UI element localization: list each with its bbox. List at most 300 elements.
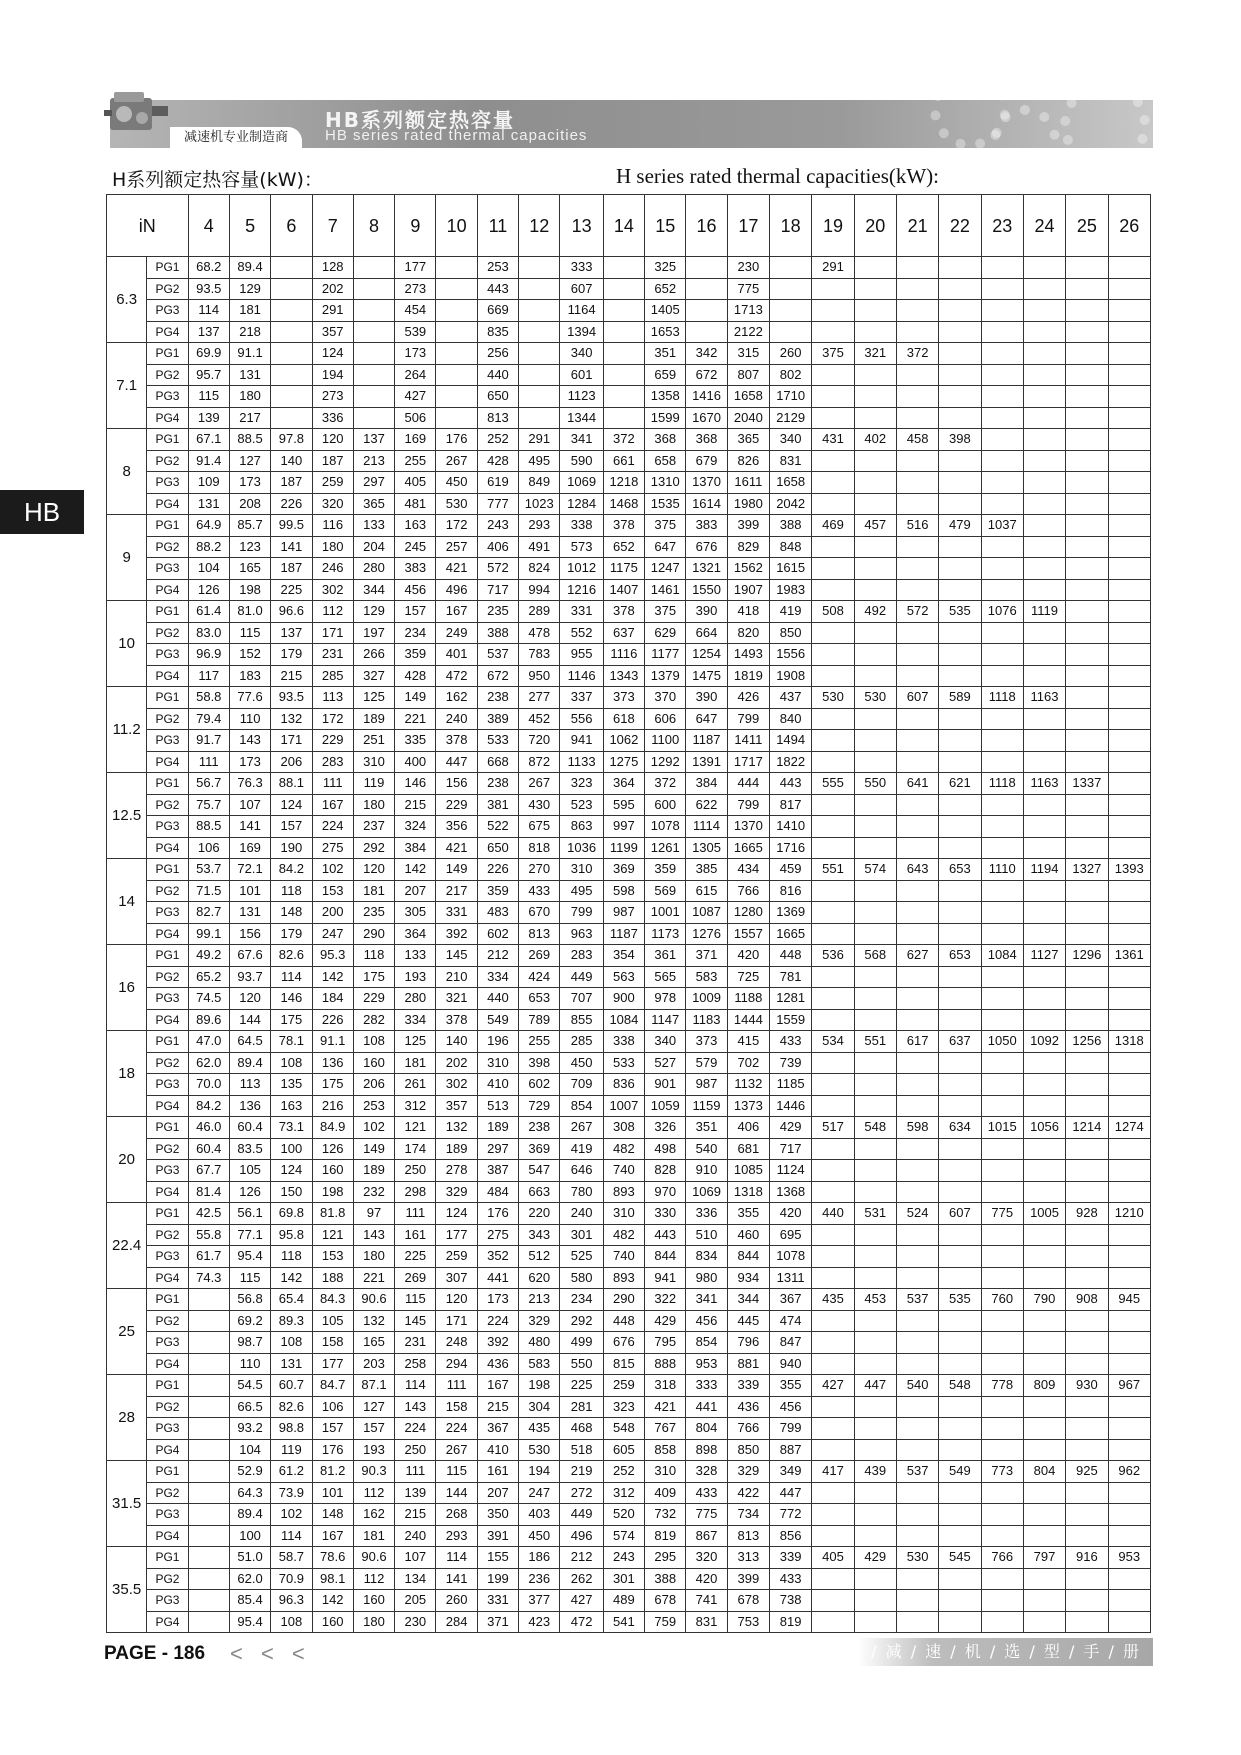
capacity-cell: 226 [477,859,518,881]
capacity-cell: 81.2 [312,1461,353,1483]
capacity-cell: 388 [645,1568,686,1590]
capacity-cell: 550 [560,1353,603,1375]
capacity-cell: 100 [229,1525,270,1547]
capacity-cell: 205 [395,1590,436,1612]
capacity-cell: 118 [271,880,312,902]
ratio-cell: 18 [107,1031,147,1117]
capacity-cell: 247 [519,1482,560,1504]
capacity-cell [854,1396,896,1418]
capacity-cell: 850 [770,622,812,644]
thermal-capacity-table [106,194,1151,1633]
capacity-cell [1108,450,1151,472]
capacity-cell: 1494 [770,730,812,752]
capacity-cell: 1276 [686,923,727,945]
capacity-cell: 322 [645,1289,686,1311]
capacity-cell: 2129 [770,407,812,429]
table-row [107,1353,1151,1375]
capacity-cell: 709 [560,1074,603,1096]
capacity-cell [1066,1052,1108,1074]
capacity-cell: 819 [770,1611,812,1633]
capacity-cell: 42.5 [188,1203,229,1225]
capacity-cell: 1407 [603,579,644,601]
pg-cell: PG2 [147,794,188,816]
pg-cell: PG4 [147,579,188,601]
capacity-cell [1066,386,1108,408]
capacity-cell: 339 [727,1375,769,1397]
capacity-cell: 323 [603,1396,644,1418]
capacity-cell [188,1504,229,1526]
capacity-cell: 329 [519,1310,560,1332]
capacity-cell: 143 [353,1224,394,1246]
capacity-cell: 740 [603,1246,644,1268]
capacity-cell: 556 [560,708,603,730]
capacity-cell [896,1181,938,1203]
capacity-cell: 766 [727,1418,769,1440]
capacity-cell: 1147 [645,1009,686,1031]
capacity-cell: 987 [686,1074,727,1096]
capacity-cell: 523 [560,794,603,816]
capacity-cell: 443 [770,773,812,795]
capacity-cell: 156 [436,773,477,795]
capacity-cell: 378 [436,730,477,752]
capacity-cell: 437 [770,687,812,709]
capacity-cell [1066,558,1108,580]
capacity-cell: 479 [939,515,981,537]
capacity-cell: 90.3 [353,1461,394,1483]
capacity-cell: 77.1 [229,1224,270,1246]
capacity-cell: 282 [353,1009,394,1031]
capacity-cell [1066,1095,1108,1117]
capacity-cell: 160 [312,1611,353,1633]
capacity-cell [854,880,896,902]
capacity-cell: 49.2 [188,945,229,967]
capacity-cell: 930 [1066,1375,1108,1397]
capacity-cell [812,923,854,945]
capacity-cell [1023,730,1065,752]
capacity-cell: 124 [271,1160,312,1182]
capacity-cell: 180 [312,536,353,558]
capacity-cell: 1461 [645,579,686,601]
capacity-cell [1108,1074,1151,1096]
capacity-cell [1066,429,1108,451]
table-row [107,1031,1151,1053]
capacity-cell: 1216 [560,579,603,601]
capacity-cell [271,278,312,300]
capacity-cell: 449 [560,1504,603,1526]
capacity-cell: 872 [519,751,560,773]
pg-cell: PG4 [147,1181,188,1203]
capacity-cell: 1214 [1066,1117,1108,1139]
capacity-cell [1023,472,1065,494]
pg-cell: PG3 [147,558,188,580]
capacity-cell [812,1310,854,1332]
capacity-cell: 89.4 [229,257,270,279]
capacity-cell: 533 [477,730,518,752]
pg-cell: PG2 [147,364,188,386]
capacity-cell: 664 [686,622,727,644]
capacity-cell: 1361 [1108,945,1151,967]
capacity-cell: 108 [271,1332,312,1354]
capacity-cell: 179 [271,644,312,666]
table-row [107,1009,1151,1031]
capacity-cell [854,1267,896,1289]
capacity-cell [1066,515,1108,537]
capacity-cell: 1446 [770,1095,812,1117]
capacity-cell: 145 [395,1310,436,1332]
capacity-cell: 310 [560,859,603,881]
capacity-cell [436,321,477,343]
capacity-cell [854,751,896,773]
table-row [107,1181,1151,1203]
capacity-cell: 190 [271,837,312,859]
capacity-cell: 364 [395,923,436,945]
capacity-cell: 188 [312,1267,353,1289]
capacity-cell [1023,1246,1065,1268]
capacity-cell: 83.5 [229,1138,270,1160]
capacity-cell: 95.8 [271,1224,312,1246]
capacity-cell: 589 [939,687,981,709]
capacity-cell: 650 [477,386,518,408]
capacity-cell [1108,1568,1151,1590]
table-row [107,1525,1151,1547]
table-row [107,493,1151,515]
capacity-cell: 238 [477,687,518,709]
capacity-cell: 230 [395,1611,436,1633]
capacity-cell [939,988,981,1010]
capacity-cell: 836 [603,1074,644,1096]
column-header-size: 14 [603,195,644,257]
capacity-cell: 676 [603,1332,644,1354]
capacity-cell: 447 [436,751,477,773]
capacity-cell [770,278,812,300]
capacity-cell: 780 [560,1181,603,1203]
capacity-cell [1023,1482,1065,1504]
capacity-cell: 1310 [645,472,686,494]
pg-cell: PG3 [147,1504,188,1526]
capacity-cell: 157 [312,1418,353,1440]
capacity-cell: 143 [229,730,270,752]
capacity-cell [981,321,1023,343]
capacity-cell: 1370 [727,816,769,838]
capacity-cell: 126 [229,1181,270,1203]
capacity-cell: 96.6 [271,601,312,623]
capacity-cell: 197 [353,622,394,644]
capacity-cell: 925 [1066,1461,1108,1483]
capacity-cell: 83.0 [188,622,229,644]
capacity-cell [812,1482,854,1504]
pg-cell: PG2 [147,1052,188,1074]
capacity-cell: 115 [229,622,270,644]
capacity-cell [939,450,981,472]
capacity-cell [981,751,1023,773]
capacity-cell [1108,472,1151,494]
capacity-cell [939,816,981,838]
capacity-cell: 116 [312,515,353,537]
capacity-cell: 420 [727,945,769,967]
table-row [107,1482,1151,1504]
table-row [107,364,1151,386]
pg-cell: PG3 [147,816,188,838]
capacity-cell [1108,257,1151,279]
capacity-cell [1066,493,1108,515]
capacity-cell [939,1525,981,1547]
capacity-cell [854,1181,896,1203]
capacity-cell: 495 [560,880,603,902]
capacity-cell: 229 [353,988,394,1010]
capacity-cell: 459 [770,859,812,881]
header-title-en: HB series rated thermal capacities [325,127,588,144]
column-header-size: 16 [686,195,727,257]
capacity-cell [812,1052,854,1074]
table-row [107,1611,1151,1633]
capacity-cell: 280 [395,988,436,1010]
capacity-cell [1023,1095,1065,1117]
ratio-cell: 10 [107,601,147,687]
capacity-cell: 850 [727,1439,769,1461]
capacity-cell: 203 [353,1353,394,1375]
table-row [107,1461,1151,1483]
capacity-cell: 93.2 [229,1418,270,1440]
capacity-cell: 238 [477,773,518,795]
capacity-cell [854,902,896,924]
capacity-cell: 1717 [727,751,769,773]
capacity-cell [353,278,394,300]
capacity-cell [1023,794,1065,816]
capacity-cell [1108,1246,1151,1268]
capacity-cell [939,386,981,408]
capacity-cell: 225 [560,1375,603,1397]
capacity-cell: 75.7 [188,794,229,816]
capacity-cell: 119 [353,773,394,795]
capacity-cell [1023,579,1065,601]
capacity-cell: 82.6 [271,1396,312,1418]
capacity-cell: 60.4 [188,1138,229,1160]
capacity-cell: 238 [519,1117,560,1139]
capacity-cell [1108,321,1151,343]
capacity-cell [1066,472,1108,494]
capacity-cell: 245 [395,536,436,558]
ratio-cell: 35.5 [107,1547,147,1633]
capacity-cell: 87.1 [353,1375,394,1397]
capacity-cell: 849 [519,472,560,494]
capacity-cell: 291 [519,429,560,451]
capacity-cell: 484 [477,1181,518,1203]
capacity-cell: 312 [603,1482,644,1504]
capacity-cell: 1318 [727,1181,769,1203]
capacity-cell [981,665,1023,687]
capacity-cell: 133 [353,515,394,537]
capacity-cell: 815 [603,1353,644,1375]
capacity-cell: 131 [229,902,270,924]
capacity-cell: 482 [603,1138,644,1160]
capacity-cell [436,386,477,408]
capacity-cell: 107 [229,794,270,816]
capacity-cell: 95.4 [229,1611,270,1633]
capacity-cell [854,1332,896,1354]
capacity-cell: 605 [603,1439,644,1461]
capacity-cell: 215 [271,665,312,687]
capacity-cell: 206 [271,751,312,773]
capacity-cell: 173 [477,1289,518,1311]
capacity-cell: 1062 [603,730,644,752]
capacity-cell: 672 [686,364,727,386]
capacity-cell: 498 [645,1138,686,1160]
capacity-cell: 678 [727,1590,769,1612]
capacity-cell [1108,1310,1151,1332]
capacity-cell: 141 [229,816,270,838]
capacity-cell: 82.6 [271,945,312,967]
capacity-cell: 663 [519,1181,560,1203]
capacity-cell: 202 [436,1052,477,1074]
capacity-cell: 260 [770,343,812,365]
capacity-cell: 193 [395,966,436,988]
capacity-cell: 367 [770,1289,812,1311]
capacity-cell: 145 [436,945,477,967]
capacity-cell: 369 [603,859,644,881]
capacity-cell: 54.5 [229,1375,270,1397]
capacity-cell: 653 [939,859,981,881]
capacity-cell: 531 [854,1203,896,1225]
capacity-cell: 74.3 [188,1267,229,1289]
capacity-cell: 69.2 [229,1310,270,1332]
pg-cell: PG2 [147,450,188,472]
capacity-cell: 945 [1108,1289,1151,1311]
capacity-cell: 324 [395,816,436,838]
capacity-cell [1066,1246,1108,1268]
capacity-cell [981,450,1023,472]
capacity-cell [896,665,938,687]
capacity-cell: 343 [519,1224,560,1246]
table-title-cn: H系列额定热容量(kW)： [112,169,323,191]
capacity-cell [1066,622,1108,644]
capacity-cell: 670 [519,902,560,924]
capacity-cell: 137 [271,622,312,644]
capacity-cell: 520 [603,1504,644,1526]
capacity-cell: 910 [686,1160,727,1182]
capacity-cell [854,1482,896,1504]
capacity-cell: 340 [645,1031,686,1053]
table-row [107,472,1151,494]
capacity-cell [188,1547,229,1569]
capacity-cell [1066,579,1108,601]
capacity-cell: 419 [770,601,812,623]
capacity-cell: 449 [560,966,603,988]
capacity-cell [1066,1525,1108,1547]
capacity-cell: 450 [560,1052,603,1074]
capacity-cell [812,1353,854,1375]
capacity-cell: 448 [770,945,812,967]
ratio-cell: 11.2 [107,687,147,773]
capacity-cell: 105 [312,1310,353,1332]
capacity-cell: 253 [477,257,518,279]
capacity-cell [1023,923,1065,945]
capacity-cell: 647 [686,708,727,730]
column-header-size: 25 [1066,195,1108,257]
capacity-cell: 620 [519,1267,560,1289]
capacity-cell: 401 [436,644,477,666]
capacity-cell [519,300,560,322]
capacity-cell [981,1568,1023,1590]
capacity-cell: 58.8 [188,687,229,709]
capacity-cell: 1119 [1023,601,1065,623]
capacity-cell [896,1332,938,1354]
capacity-cell: 136 [312,1052,353,1074]
capacity-cell: 341 [560,429,603,451]
capacity-cell: 310 [353,751,394,773]
capacity-cell [188,1611,229,1633]
capacity-cell: 175 [271,1009,312,1031]
capacity-cell: 668 [477,751,518,773]
capacity-cell: 548 [854,1117,896,1139]
table-row [107,278,1151,300]
capacity-cell: 96.9 [188,644,229,666]
capacity-cell [1108,536,1151,558]
capacity-cell [896,1482,938,1504]
capacity-cell: 206 [353,1074,394,1096]
capacity-cell [603,364,644,386]
capacity-cell [896,1504,938,1526]
capacity-cell [1108,1332,1151,1354]
table-row [107,1310,1151,1332]
capacity-cell: 549 [477,1009,518,1031]
capacity-cell [939,1482,981,1504]
capacity-cell: 137 [188,321,229,343]
capacity-cell: 1819 [727,665,769,687]
capacity-cell: 321 [436,988,477,1010]
capacity-cell: 1614 [686,493,727,515]
capacity-cell: 607 [560,278,603,300]
pg-cell: PG4 [147,407,188,429]
capacity-cell [1023,1267,1065,1289]
capacity-cell [981,1611,1023,1633]
capacity-cell: 1311 [770,1267,812,1289]
capacity-cell [188,1461,229,1483]
capacity-cell: 301 [560,1224,603,1246]
capacity-cell: 150 [271,1181,312,1203]
capacity-cell: 70.9 [271,1568,312,1590]
capacity-cell [1108,730,1151,752]
capacity-cell: 1084 [981,945,1023,967]
capacity-cell: 469 [812,515,854,537]
capacity-cell [981,622,1023,644]
capacity-cell [1023,536,1065,558]
pg-cell: PG2 [147,1310,188,1332]
capacity-cell: 111 [188,751,229,773]
table-row [107,751,1151,773]
capacity-cell [896,450,938,472]
capacity-cell: 409 [645,1482,686,1504]
capacity-cell [1108,1353,1151,1375]
capacity-cell: 1056 [1023,1117,1065,1139]
capacity-cell: 1078 [645,816,686,838]
table-row [107,988,1151,1010]
capacity-cell: 148 [312,1504,353,1526]
capacity-cell [812,386,854,408]
capacity-cell [854,665,896,687]
capacity-cell: 160 [312,1160,353,1182]
table-row [107,1439,1151,1461]
capacity-cell: 372 [645,773,686,795]
capacity-cell: 641 [896,773,938,795]
capacity-cell: 247 [312,923,353,945]
capacity-cell: 834 [686,1246,727,1268]
capacity-cell: 361 [645,945,686,967]
capacity-cell [812,794,854,816]
capacity-cell: 183 [229,665,270,687]
capacity-cell: 675 [519,816,560,838]
capacity-cell: 440 [477,988,518,1010]
capacity-cell: 908 [1066,1289,1108,1311]
